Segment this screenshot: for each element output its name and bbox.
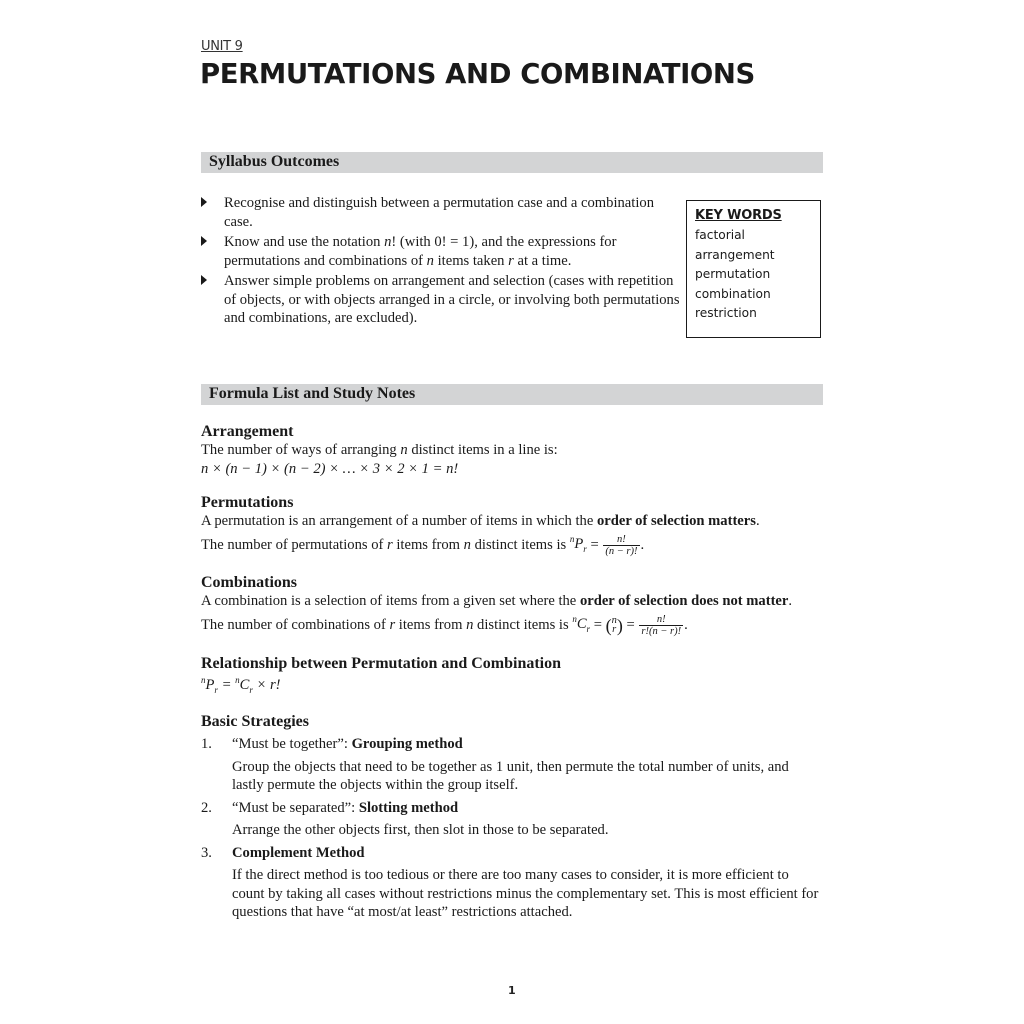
formula-section-bar — [201, 384, 823, 405]
arrangement-formula: n × (n − 1) × (n − 2) × … × 3 × 2 × 1 = n! — [201, 460, 459, 477]
binomial-coefficient: n r — [611, 615, 617, 635]
strategy-item: 2. “Must be separated”: Slotting method Arrange the other objects first, then slot in those to be separated. — [201, 799, 609, 838]
combination-formula: $^nC_r$ — [572, 614, 591, 635]
relationship-section — [201, 654, 823, 695]
triangle-bullet-icon — [201, 236, 207, 246]
key-word: restriction — [695, 306, 757, 320]
combinations-title: Combinations — [201, 574, 298, 591]
strategy-item: 3. Complement Method If the direct method is too tedious or there are too many cases to consider, it is more efficient to count by taking all cases without restrictions minus the complementary set. This is most efficient for questions that have “at most/at least” restrictions attached. — [201, 844, 819, 920]
outcomes-list — [201, 194, 681, 330]
key-word: combination — [695, 286, 771, 301]
triangle-bullet-icon — [201, 197, 207, 207]
key-words-box — [686, 200, 821, 338]
combinations-count: The number of combinations of r items from n distinct items is $^nC_r$ = ( n r ) = $\frac{n!}{r!(n - r)!}$ . — [201, 613, 688, 637]
combinations-definition: A combination is a selection of items from a given set where the order of selection does not matter. — [201, 593, 793, 609]
outcome-item: Recognise and distinguish between a permutation case and a combination case. — [201, 194, 681, 231]
page-title: PERMUTATIONS AND COMBINATIONS — [200, 58, 755, 90]
arrangement-text: The number of ways of arranging n distinct items in a line is: — [201, 442, 558, 458]
key-word: factorial — [695, 228, 745, 242]
permutation-formula: $^nP_r$ — [569, 534, 587, 555]
permutations-section — [201, 493, 823, 557]
outcome-item: Know and use the notation n! (with 0! = 1), and the expressions for permutations and combinations of n items taken r at a time. — [201, 233, 681, 270]
triangle-bullet-icon — [201, 275, 207, 285]
permutations-definition: A permutation is an arrangement of a number of items in which the order of selection matters. — [201, 513, 760, 529]
relationship-formula: $^nP_r = ^nC_r \times r$! — [201, 675, 281, 695]
page-number: 1 — [508, 984, 516, 997]
arrangement-section — [201, 422, 823, 478]
combination-fraction: $\frac{n!}{r!(n - r)!}$ — [641, 613, 682, 637]
relationship-title: Relationship between Permutation and Combination — [201, 655, 562, 672]
outcome-item: Answer simple problems on arrangement and selection (cases with repetition of objects, or with objects arranged in a circle, or involving both permutations and combinations, are excluded). — [201, 272, 681, 328]
formula-heading: Formula List and Study Notes — [209, 385, 416, 402]
strategies-section — [201, 712, 823, 922]
permutations-count: The number of permutations of r items from n distinct items is $^nP_r$ = $\frac{n!}{(n - r)!}$ . — [201, 533, 645, 557]
arrangement-title: Arrangement — [201, 423, 294, 440]
permutation-fraction: $\frac{n!}{(n - r)!}$ — [605, 533, 638, 557]
combinations-section — [201, 573, 823, 637]
syllabus-section-bar — [201, 152, 823, 173]
key-words-title: KEY WORDS — [695, 208, 782, 223]
permutations-title: Permutations — [201, 494, 294, 511]
strategy-item: 1. “Must be together”: Grouping method Group the objects that need to be together as 1 unit, then permute the total number of units, and lastly permute the objects within the group itself. — [201, 736, 789, 793]
key-word: arrangement — [695, 247, 775, 262]
unit-label: UNIT 9 — [201, 39, 243, 54]
key-word: permutation — [695, 267, 771, 281]
strategies-title: Basic Strategies — [201, 713, 309, 730]
syllabus-heading: Syllabus Outcomes — [209, 153, 340, 170]
